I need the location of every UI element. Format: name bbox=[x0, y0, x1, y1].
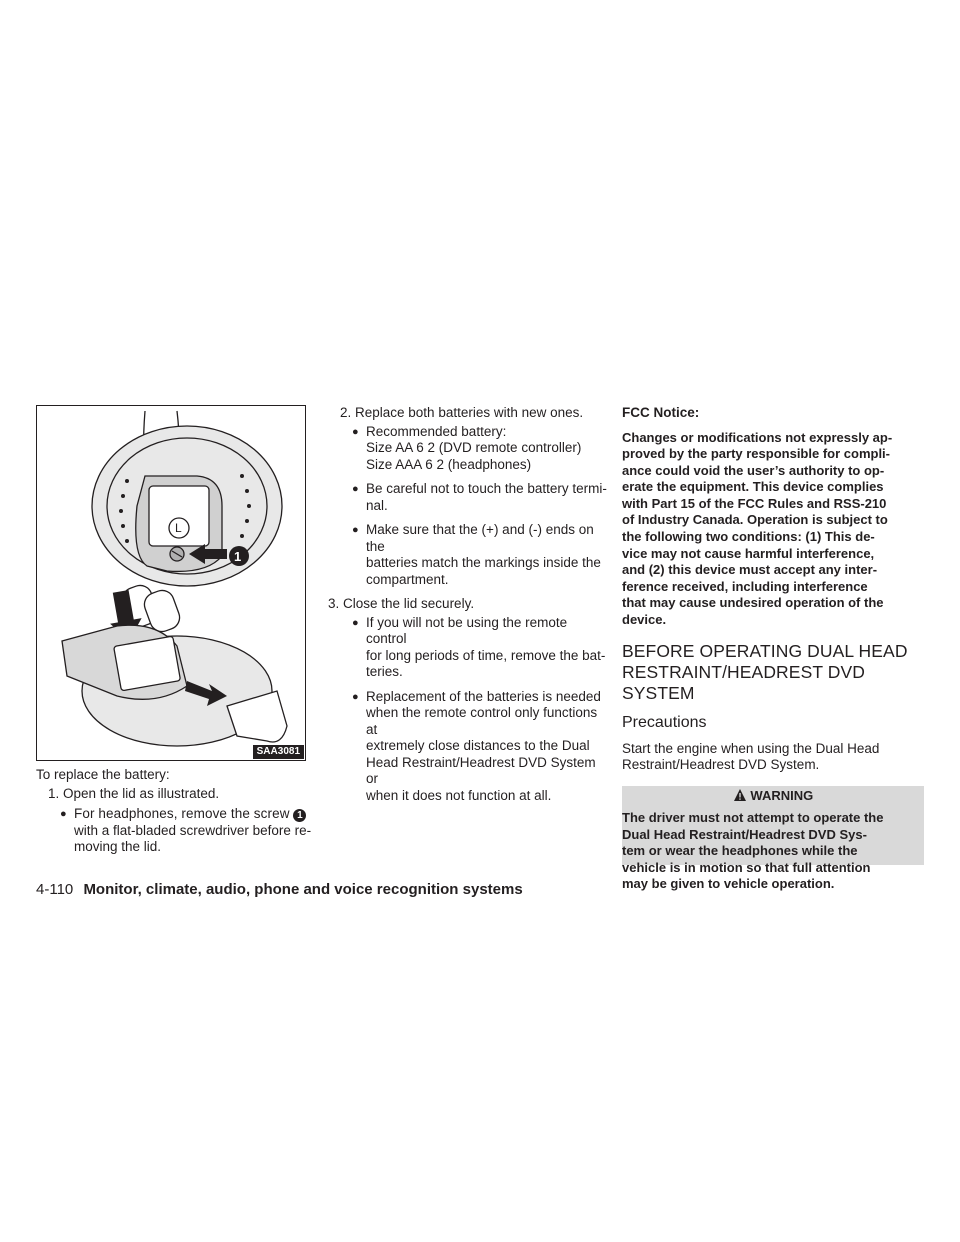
bullet-icon: ● bbox=[352, 524, 359, 536]
bullet-line: when it does not function at all. bbox=[366, 787, 552, 803]
bullet-long-periods bbox=[346, 615, 608, 681]
intro-text: To replace the battery: bbox=[36, 767, 170, 782]
warning-header bbox=[622, 786, 924, 806]
bullet-line: for long periods of time, remove the bat- bbox=[366, 647, 606, 663]
step-2: 2. Replace both batteries with new ones. bbox=[340, 405, 584, 420]
figure-label: SAA3081 bbox=[253, 745, 304, 759]
bullet-line: when the remote control only functions at bbox=[366, 705, 598, 737]
bullet-line: with a flat-bladed screwdriver before re- bbox=[74, 822, 312, 838]
bullet-line: If you will not be using the remote control bbox=[366, 614, 568, 646]
fcc-line: that may cause undesired operation of the bbox=[622, 595, 884, 611]
column-1 bbox=[36, 767, 316, 856]
column-3 bbox=[622, 405, 927, 774]
bullet-line: Make sure that the (+) and (-) ends on the bbox=[366, 522, 594, 554]
fcc-line: device. bbox=[622, 612, 667, 628]
bullet-recommended-battery bbox=[346, 424, 608, 474]
svg-text:1: 1 bbox=[234, 549, 242, 564]
bullet-line: Be careful not to touch the battery termi- bbox=[366, 481, 607, 496]
fcc-line: the following two conditions: (1) This de- bbox=[622, 529, 875, 545]
fcc-line: vice may not cause harmful interference, bbox=[622, 545, 875, 561]
section-heading-line: SYSTEM bbox=[622, 682, 695, 703]
precautions-text bbox=[622, 741, 927, 774]
precautions-line: Start the engine when using the Dual Head bbox=[622, 740, 880, 756]
chapter-title: Monitor, climate, audio, phone and voice recognition systems bbox=[83, 881, 523, 898]
bullet-line: Recommended battery: bbox=[366, 423, 507, 439]
bullet-line: teries. bbox=[366, 664, 403, 679]
bullet-line: compartment. bbox=[366, 571, 449, 587]
bullet-line: Head Restraint/Headrest DVD System or bbox=[366, 754, 596, 786]
warning-line: tem or wear the headphones while the bbox=[622, 843, 858, 858]
fcc-notice-title: FCC Notice: bbox=[622, 405, 700, 420]
bullet-icon: ● bbox=[352, 425, 359, 438]
bullet-line: batteries match the markings inside the bbox=[366, 555, 601, 570]
fcc-line: ference received, including interference bbox=[622, 578, 868, 594]
fcc-line: ance could void the user’s authority to op- bbox=[622, 462, 885, 478]
precautions-heading: Precautions bbox=[622, 713, 707, 731]
bullet-icon: ● bbox=[352, 616, 359, 629]
column-2 bbox=[328, 405, 608, 804]
warning-line: The driver must not attempt to operate the bbox=[622, 810, 884, 825]
fcc-line: Changes or modifications not expressly ap- bbox=[622, 429, 893, 445]
section-heading-line: RESTRAINT/HEADREST DVD bbox=[622, 661, 866, 682]
fcc-line: of Industry Canada. Operation is subject to bbox=[622, 512, 888, 528]
page-number: 4-110 bbox=[36, 881, 74, 898]
page-footer bbox=[36, 881, 523, 899]
bullet-line: moving the lid. bbox=[74, 839, 162, 854]
bullet-remove-screw bbox=[54, 806, 316, 856]
step-3: 3. Close the lid securely. bbox=[328, 596, 475, 611]
warning-title: WARNING bbox=[750, 788, 814, 803]
section-heading bbox=[622, 641, 927, 704]
battery-replacement-illustration bbox=[36, 405, 306, 761]
bullet-battery-terminal bbox=[346, 481, 608, 514]
svg-text:L: L bbox=[175, 521, 182, 535]
fcc-line: with Part 15 of the FCC Rules and RSS-210 bbox=[622, 495, 887, 511]
bullet-line: Replacement of the batteries is needed bbox=[366, 688, 601, 704]
section-heading-line: BEFORE OPERATING DUAL HEAD bbox=[622, 640, 908, 661]
fcc-notice-body bbox=[622, 430, 927, 629]
precautions-line: Restraint/Headrest DVD System. bbox=[622, 757, 820, 773]
bullet-line: nal. bbox=[366, 497, 388, 513]
step-1: 1. Open the lid as illustrated. bbox=[48, 785, 220, 801]
bullet-line: extremely close distances to the Dual bbox=[366, 738, 590, 753]
warning-body bbox=[622, 806, 924, 891]
bullet-icon: ● bbox=[352, 483, 359, 495]
fcc-line: proved by the party responsible for compli- bbox=[622, 446, 890, 462]
warning-line: may be given to vehicle operation. bbox=[622, 876, 835, 891]
bullet-line: For headphones, remove the screw bbox=[74, 806, 290, 821]
bullet-replacement-needed bbox=[346, 689, 608, 805]
fcc-line: and (2) this device must accept any inter- bbox=[622, 562, 878, 578]
bullet-line: Size AAA 6 2 (headphones) bbox=[366, 456, 532, 472]
bullet-polarity bbox=[346, 522, 608, 588]
warning-line: vehicle is in motion so that full attention bbox=[622, 859, 871, 875]
callout-1-icon: 1 bbox=[293, 809, 306, 822]
warning-icon bbox=[733, 788, 747, 802]
bullet-icon: ● bbox=[60, 808, 67, 820]
bullet-line: Size AA 6 2 (DVD remote controller) bbox=[366, 440, 582, 455]
fcc-line: erate the equipment. This device complies bbox=[622, 479, 884, 495]
warning-line: Dual Head Restraint/Headrest DVD Sys- bbox=[622, 826, 867, 842]
bullet-icon: ● bbox=[352, 690, 359, 703]
headphone-battery-drawing bbox=[37, 406, 306, 761]
